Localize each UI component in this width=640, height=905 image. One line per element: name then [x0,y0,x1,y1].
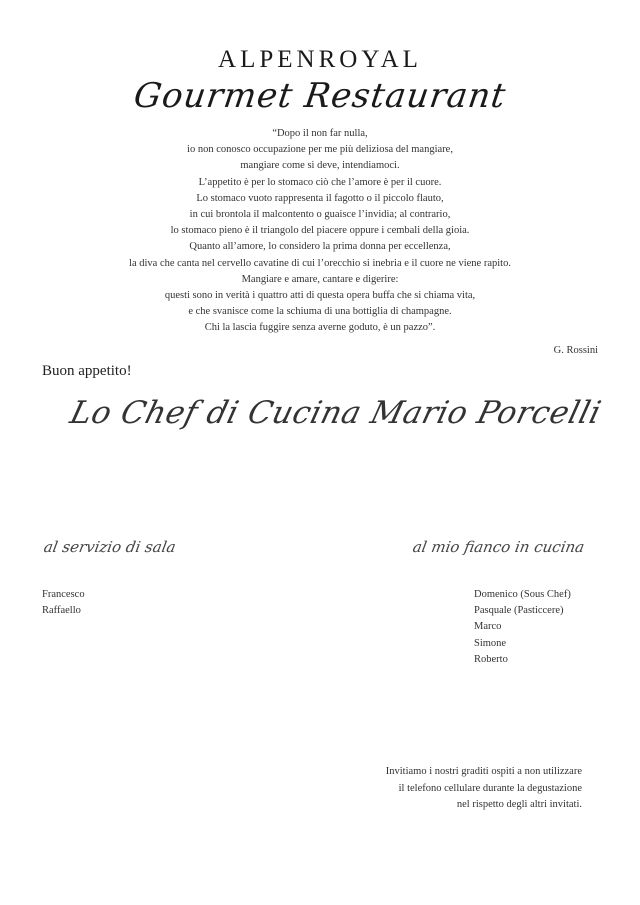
phone-notice [386,764,582,814]
quote-line: io non conosco occupazione per me più deliziosa del mangiare, [187,144,453,156]
restaurant-subtitle: Gourmet Restaurant [131,76,509,116]
kitchen-section-title: al mio fianco in cucina [411,538,586,556]
quote-line: Mangiare e amare, cantare e digerire: [241,273,399,285]
chef-signature: Lo Chef di Cucina Mario Porcelli [66,395,605,431]
quote-author: G. Rossini [553,345,598,356]
quote-line: “Dopo il non far nulla, [272,128,368,139]
staff-name: Francesco [42,589,85,600]
quote-line: lo stomaco pieno è il triangolo del piacere oppure i cembali della gioia. [170,225,470,237]
quote-line: e che svanisce come la schiuma di una bottiglia di champagne. [188,306,452,318]
staff-name: Roberto [474,653,508,665]
quote-line: Quanto all’amore, lo considero la prima donna per eccellenza, [189,241,451,253]
quote-line: Lo stomaco vuoto rappresenta il fagotto o il piccolo flauto, [196,192,444,204]
quote-line: la diva che canta nel cervello cavatine di cui l’orecchio si inebria e il cuore ne viene rapito. [129,257,511,269]
quote-line: questi sono in verità i quattro atti di questa opera buffa che si chiama vita, [164,290,476,302]
service-staff-list [42,587,85,619]
quote-line: Chi la lascia fuggire senza averne goduto, è un pazzo”. [204,322,436,334]
greeting: Buon appetito! [42,363,132,379]
notice-line: Invitiamo i nostri graditi ospiti a non utilizzare [385,766,582,777]
quote-line: L’appetito è per lo stomaco ciò che l’amore è per il cuore. [198,176,442,188]
staff-name: Pasquale (Pasticcere) [474,605,564,617]
notice-line: nel rispetto degli altri invitati. [456,799,582,810]
staff-name: Domenico (Sous Chef) [474,589,571,600]
notice-line: il telefono cellulare durante la degustazione [398,782,582,794]
staff-name: Raffaello [42,605,81,617]
staff-name: Marco [474,621,502,633]
quote-line: mangiare come si deve, intendiamoci. [240,160,400,172]
quote-line: in cui brontola il malcontento o guaisce l’invidia; al contrario, [189,209,451,221]
rossini-quote [40,126,600,337]
restaurant-brand: ALPENROYAL [218,46,422,73]
kitchen-staff-list [474,587,571,668]
staff-name: Simone [474,637,507,649]
service-section-title: al servizio di sala [42,538,178,556]
